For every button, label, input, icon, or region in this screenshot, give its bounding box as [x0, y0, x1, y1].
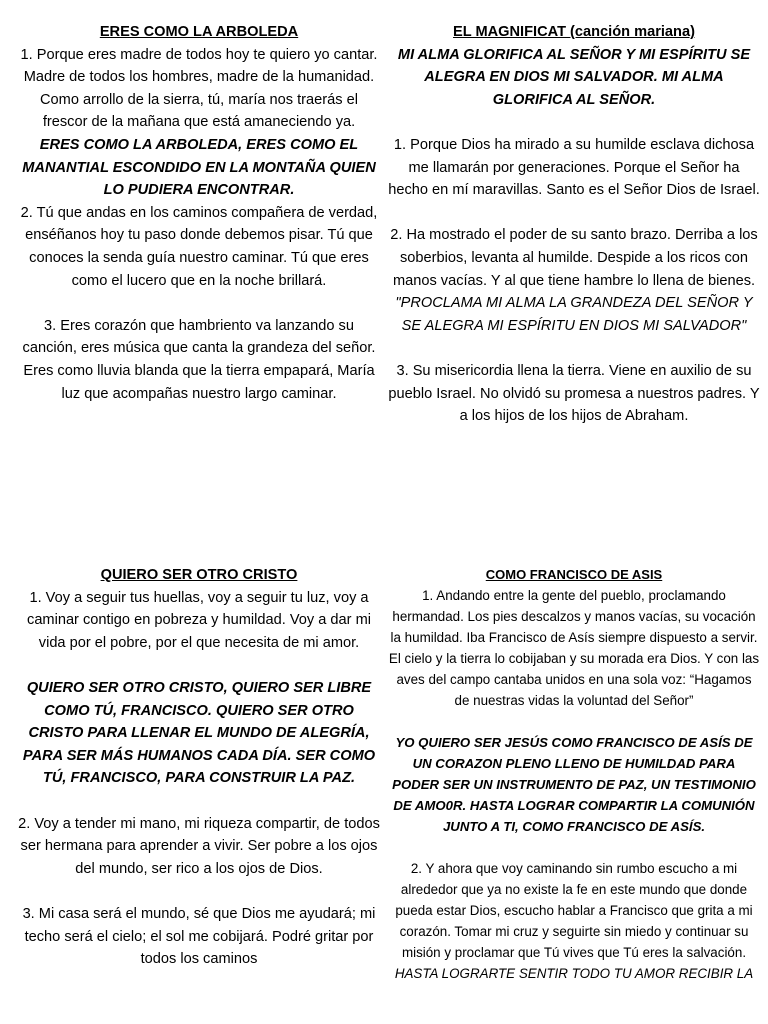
- song-quiero-ser-otro-cristo: [18, 564, 380, 971]
- song-como-francisco-de-asis: [388, 564, 760, 984]
- spacer: [18, 292, 380, 315]
- refrain-2: "PROCLAMA MI ALMA LA GRANDEZA DEL SEÑOR Y SE ALEGRA MI ESPÍRITU EN DIOS MI SALVADOR": [395, 295, 753, 334]
- song-el-magnificat: [388, 21, 760, 428]
- song-title: EL MAGNIFICAT (canción mariana): [453, 24, 695, 40]
- verse-3: 3. Eres corazón que hambriento va lanzando su canción, eres música que canta la grandeza del señor. Eres como lluvia blanda que la tierra empapará, María luz que acompañas nuestro largo caminar.: [22, 317, 376, 402]
- refrain: MI ALMA GLORIFICA AL SEÑOR Y MI ESPÍRITU SE ALEGRA EN DIOS MI SALVADOR. MI ALMA GLORIFICA AL SEÑOR.: [397, 46, 751, 108]
- verse-2: 2. Y ahora que voy caminando sin rumbo escucho a mi alrededor que ya no existe la fe en este mundo que donde pueda estar Dios, escucho hablar a Francisco que grita a mi corazón. Tomar mi cruz y seguirte sin miedo y continuar su misión y proclamar que Tú vives que Tú eres la salvación.: [395, 861, 753, 960]
- spacer: [18, 654, 380, 677]
- spacer: [388, 837, 760, 858]
- spacer: [388, 711, 760, 732]
- verse-3: 3. Mi casa será el mundo, sé que Dios me ayudará; mi techo será el cielo; el sol me cobijará. Podré gritar por todos los caminos: [22, 905, 376, 968]
- song-title: ERES COMO LA ARBOLEDA: [99, 24, 299, 40]
- spacer: [18, 790, 380, 813]
- refrain: QUIERO SER OTRO CRISTO, QUIERO SER LIBRE COMO TÚ, FRANCISCO. QUIERO SER OTRO CRISTO PARA LLENAR EL MUNDO DE ALEGRÍA, PARA SER MÁS HUMANOS CADA DÍA. SER COMO TÚ, FRANCISCO, PARA CONSTRUIR LA PAZ.: [22, 679, 376, 787]
- spacer: [18, 880, 380, 903]
- verse-2: 2. Voy a tender mi mano, mi riqueza compartir, de todos ser hermana para aprender a vivir. Ser pobre a los ojos del mundo, ser rico a los ojos de Dios.: [18, 815, 380, 877]
- spacer: [388, 111, 760, 134]
- song-title: QUIERO SER OTRO CRISTO: [100, 567, 298, 583]
- song-title: COMO FRANCISCO DE ASIS: [485, 567, 663, 582]
- spacer: [388, 337, 760, 360]
- verse-3: 3. Su misericordia llena la tierra. Viene en auxilio de su pueblo Israel. No olvidó su promesa a nuestros padres. Y a los hijos de los hijos de Abraham.: [388, 362, 760, 425]
- verse-2: 2. Tú que andas en los caminos compañera de verdad, enséñanos hoy tu paso donde debemos pisar. Tú que conoces la senda guía nuestro caminar. Tú que eres como el lucero que en la noche brillará.: [20, 204, 378, 289]
- verse-2: 2. Ha mostrado el poder de su santo brazo. Derriba a los soberbios, levanta al humilde. Despide a los ricos con manos vacías. Y al que tiene hambre lo llena de bienes.: [390, 227, 758, 289]
- verse-1: 1. Porque eres madre de todos hoy te quiero yo cantar. Madre de todos los hombres, madre de la humanidad. Como arrollo de la sierra, tú, maría nos traerás el frescor de la mañana que está amaneciendo ya.: [20, 46, 378, 131]
- verse-1: 1. Andando entre la gente del pueblo, proclamando hermandad. Los pies descalzos y manos vacías, su vocación la humildad. Iba Francisco de Asís siempre dispuesto a servir. El cielo y la tierra lo cobijaban y su morada era Dios. Y con las aves del campo cantaba unidos en una sola voz: “Hagamos de nuestras vidas la voluntad del Señor”: [388, 588, 760, 708]
- verse-1: 1. Voy a seguir tus huellas, voy a seguir tu luz, voy a caminar contigo en pobreza y humildad. Voy a dar mi vida por el pobre, por el que necesita de mi amor.: [27, 589, 371, 651]
- verse-1: 1. Porque Dios ha mirado a su humilde esclava dichosa me llamarán por generaciones. Porque el Señor ha hecho en mí maravillas. Santo es el Señor Dios de Israel.: [388, 136, 760, 199]
- refrain-partial: HASTA LOGRARTE SENTIR TODO TU AMOR RECIBIR LA: [394, 966, 754, 981]
- refrain: ERES COMO LA ARBOLEDA, ERES COMO EL MANANTIAL ESCONDIDO EN LA MONTAÑA QUIEN LO PUDIERA ENCONTRAR.: [22, 136, 376, 199]
- refrain: YO QUIERO SER JESÚS COMO FRANCISCO DE ASÍS DE UN CORAZON PLENO LLENO DE HUMILDAD PARA PODER SER UN INSTRUMENTO DE PAZ, UN TESTIMONIO DE AMO0R. HASTA LOGRAR COMPARTIR LA COMUNIÓN JUNTO A TI, COMO FRANCISCO DE ASÍS.: [392, 735, 756, 834]
- spacer: [388, 202, 760, 225]
- song-eres-como-la-arboleda: [18, 21, 380, 405]
